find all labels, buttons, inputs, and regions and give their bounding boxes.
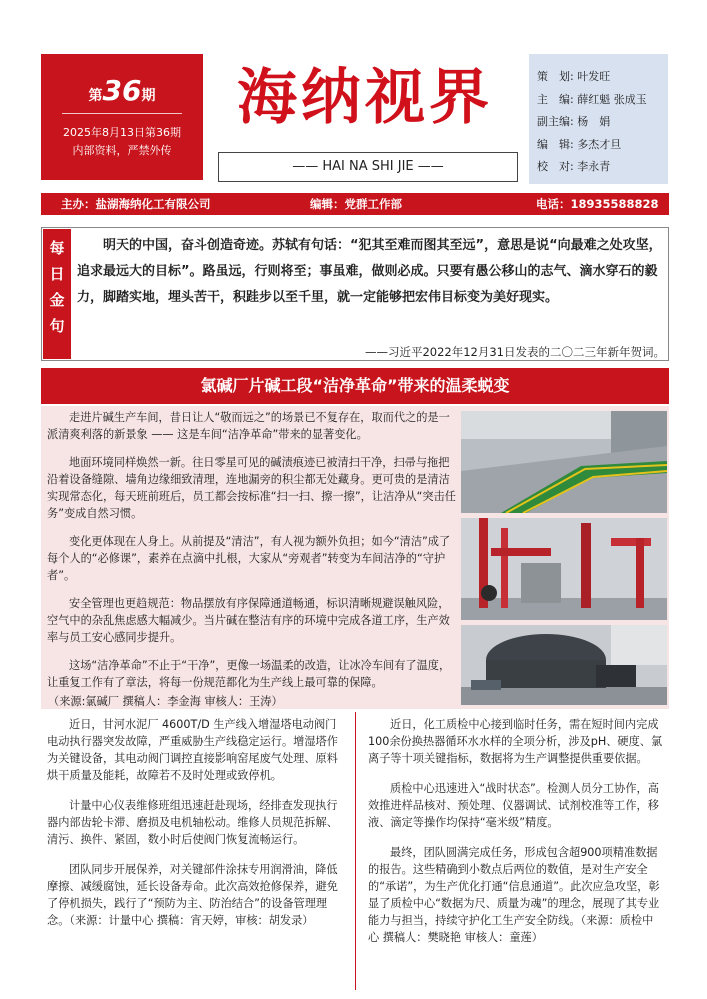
- quote-text: 明天的中国，奋斗创造奇迹。苏轼有句话：“犯其至难而图其至远”，意思是说“向最难之处攻坚，追求最远大的目标”。路虽远，行则将至；事虽难，做则必成。只要有愚公移山的志气、滴水穿石的毅力，脚踏实地，埋头苦干，积跬步以至千里，就一定能够把宏伟目标变为美好现实。: [77, 238, 662, 305]
- article2-paragraph: 计量中心仪表维修班组迅速赶赴现场，经排查发现执行器内部齿轮卡滞、磨损及电机轴松动。维修人员规范拆解、清污、换件、紧固，数小时后使阀门恢复流畅运行。: [47, 799, 338, 846]
- issue-date: 2025年8月13日第36期: [63, 126, 181, 139]
- staff-box: [529, 54, 668, 184]
- quote-tag-char: 每: [49, 239, 65, 257]
- photo-machine: [461, 625, 667, 705]
- staff-planner: 策 划: 叶发旺: [537, 70, 611, 83]
- issue-divider: [62, 113, 182, 114]
- column-divider: [355, 712, 356, 990]
- quote-tag-char: 句: [49, 317, 65, 335]
- newspaper-pinyin: —— HAI NA SHI JIE ——: [218, 152, 518, 182]
- issue-note: 内部资料，严禁外传: [72, 144, 172, 157]
- quote-tag-char: 金: [49, 291, 65, 309]
- article3-paragraph: 近日，化工质检中心接到临时任务，需在短时间内完成100余份换热器循环水水样的全项分析，涉及pH、硬度、氯离子等十项关键指标，数据将为生产调整提供重要依据。: [368, 718, 663, 765]
- editor-text: 编辑：党群工作部: [310, 197, 402, 211]
- article1-paragraph: 走进片碱生产车间，昔日让人“敬而远之”的场景已不复存在，取而代之的是一派清爽利落的新景象 —— 这是车间“洁净革命”带来的显著变化。: [47, 411, 450, 441]
- issue-number: [41, 74, 203, 107]
- article1-paragraph: 变化更体现在人身上。从前提及“清洁”，有人视为额外负担；如今“清洁”成了每个人的“必修课”，素养在点滴中扎根，大家从“旁观者”转变为车间洁净的“守护者”。: [47, 535, 451, 582]
- phone-text: 电话：18935588828: [536, 197, 659, 211]
- article2-paragraph: 近日，甘河水泥厂 4600T/D 生产线入增湿塔电动阀门电动执行器突发故障，严重威胁生产线稳定运行。增湿塔作为关键设备，其电动阀门调控直接影响窑尾废气处理、原料烘干质量及能耗，故障若不及时处理或致停机。: [47, 718, 338, 782]
- article3-body: [368, 716, 664, 959]
- issue-box: [41, 54, 203, 180]
- photo-pipes: [461, 518, 667, 620]
- staff-chief-editor: 主 编: 薛红魁 张成玉: [537, 92, 647, 106]
- article1-body: [47, 409, 457, 702]
- newspaper-title: 海纳视界: [237, 63, 493, 133]
- article1-headline: 氯碱厂片碱工段“洁净革命”带来的温柔蜕变: [41, 368, 669, 404]
- staff-proofreader: 校 对: 李永青: [537, 160, 611, 173]
- article1-paragraph: 地面环境同样焕然一新。往日零星可见的碱渍痕迹已被清扫干净，扫帚与拖把沿着设备缝隙、墙角边缘细致清理，连地漏旁的积尘都无处藏身。更可贵的是清洁实现常态化，每天班前班后，员工都会按标准“扫一扫、擦一擦”，让洁净从“突击任务”变成自然习惯。: [47, 456, 456, 520]
- quote-tag-char: 日: [49, 265, 65, 283]
- article3-paragraph: 最终，团队圆满完成任务，形成包含超900项精准数据的报告。这些精确到小数点后两位的数值，是对生产安全的“承诺”，为生产优化打通“信息通道”。此次应急攻坚，彰显了质检中心“数据为尺、质量为魂”的理念，展现了其专业能力与担当，持续守护化工生产安全防线。（来源：质检中心 撰稿人：樊晓艳 审核人：童莲）: [368, 846, 660, 944]
- article3-paragraph: 质检中心迅速进入“战时状态”。检测人员分工协作，高效推进样品核对、预处理、仪器调试、试剂校准等工作，移液、滴定等操作均保持“毫米级”精度。: [368, 782, 659, 829]
- staff-editor: 编 辑: 多杰才旦: [537, 137, 622, 151]
- article1-paragraph: 这场“洁净革命”不止于“干净”，更像一场温柔的改造，让冰冷车间有了温度，让重复工作有了章法，将每一份规范都化为生产线上最可靠的保障。: [47, 659, 451, 689]
- sponsor-text: 主办：盐湖海纳化工有限公司: [61, 197, 211, 211]
- issue-suffix: 期: [141, 88, 156, 104]
- article1-paragraph: 安全管理也更趋规范：物品摆放有序保障通道畅通，标识清晰规避误触风险，空气中的杂乱焦虑感大幅减少。当片碱在整洁有序的环境中完成各道工序，生产效率与员工安心感同步提升。: [47, 597, 450, 644]
- photo-clean-floor: [461, 411, 667, 513]
- article2-paragraph: 团队同步开展保养，对关键部件涂抹专用润滑油，降低摩擦、减缓腐蚀，延长设备寿命。此次高效抢修保养，避免了停机损失，践行了“预防为主、防治结合”的设备管理理念。（来源：计量中心 撰稿：宵天婷，审核：胡发录）: [47, 863, 338, 927]
- issue-prefix: 第: [88, 88, 103, 104]
- staff-deputy-editor: 副主编: 杨 娟: [537, 115, 611, 128]
- info-bar: [41, 193, 669, 215]
- article1-credit: （来源:氯碱厂 撰稿人：李金海 审核人：王涛）: [48, 695, 283, 708]
- issue-number-value: 36: [102, 74, 142, 107]
- article2-body: [47, 716, 347, 942]
- quote-tag: [43, 229, 71, 359]
- quote-source: ——习近平2022年12月31日发表的二〇二三年新年贺词。: [364, 345, 665, 359]
